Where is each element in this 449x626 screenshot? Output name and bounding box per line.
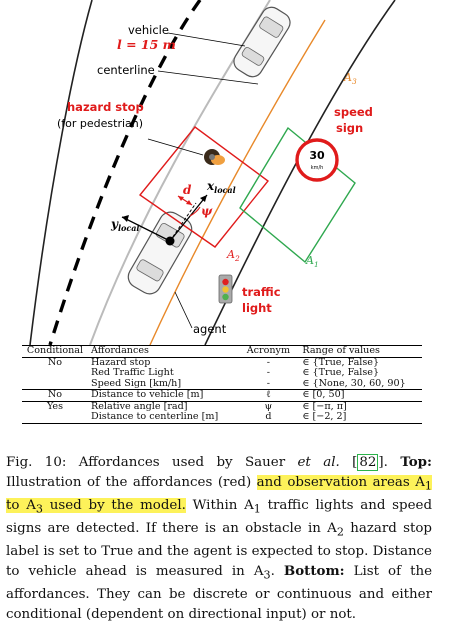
- cell-range: ∈ {True, False}: [302, 367, 380, 378]
- label-speed: speed: [334, 105, 373, 119]
- caption-seg6: List of the affordances. They can be discrete or continuous and either conditional (dependent on directional input) or not.: [6, 563, 432, 622]
- label-a3: $A_3$: [344, 71, 357, 86]
- cell-range: ∈ [0, 50]: [299, 390, 422, 402]
- label-a2: $A_2$: [227, 248, 240, 263]
- caption-prefix: Fig. 10: Affordances used by Sauer: [6, 455, 298, 470]
- cell-conditional: [22, 412, 88, 423]
- label-sign: sign: [336, 121, 364, 135]
- caption-highlight: and observation areas $A_1$ to $A_3$ used by the model.: [6, 474, 433, 516]
- cell-conditional: [22, 379, 88, 390]
- table-row: [22, 412, 422, 423]
- cell-affordance: Relative angle [rad]: [88, 401, 237, 412]
- table-header-row: [22, 346, 422, 358]
- cell-acronym: ψ: [237, 401, 299, 412]
- pedestrian: [204, 149, 225, 165]
- caption-seg1: Illustration of the affordances (red): [6, 474, 257, 490]
- cell-range: ∈ [−π, π]: [299, 401, 422, 412]
- label-d: d: [183, 183, 192, 197]
- table-row: [22, 390, 422, 402]
- label-centerline: centerline: [97, 63, 155, 77]
- affordance-table: [22, 345, 422, 424]
- traffic-light-icon: [219, 275, 232, 303]
- table-row: [22, 379, 422, 390]
- cell-affordance: Hazard stop: [91, 356, 151, 368]
- cell-acronym: d: [237, 412, 299, 423]
- citation-link[interactable]: 82: [359, 455, 377, 470]
- cell-conditional: No: [47, 356, 63, 368]
- cell-acronym: -: [266, 377, 271, 389]
- label-a1: $A_1$: [306, 254, 319, 269]
- cell-affordance: Red Traffic Light: [91, 367, 174, 378]
- caption-seg2: Within A: [185, 497, 254, 513]
- caption-top-label: Top:: [400, 454, 432, 470]
- caption-seg4: hazard stop label is set to True and the agent is expected to stop. Distance to vehicle ahead is measured in A: [6, 521, 432, 579]
- label-hazard-stop-note: (for pedestrian): [57, 117, 144, 130]
- sign-value: 30: [309, 149, 325, 162]
- label-l-eq: l = 15 m: [117, 37, 176, 52]
- label-y-local: $y_{local}$: [111, 217, 140, 233]
- table-row: [22, 401, 422, 412]
- caption-after-cite: .: [383, 455, 401, 470]
- vehicle-ahead: [230, 4, 294, 81]
- cell-range: ∈ {True, False}: [302, 356, 380, 368]
- cell-affordance: Distance to centerline [m]: [88, 412, 237, 423]
- cell-acronym: ℓ: [237, 390, 299, 402]
- label-vehicle: vehicle: [128, 23, 169, 37]
- col-conditional: Conditional: [22, 346, 88, 358]
- caption-bottom-label: Bottom:: [283, 562, 345, 579]
- figure-caption: Fig. 10: Affordances used by Sauer et al. [ 82 ]. Top: Illustration of the affordances (red) and observation areas $A_1$ to $A_3$ used by the model. Within $A_1$ traffic lights and speed signs are detected. If there is an obstacle in $A_2$ hazard stop label is set to True and the agent is expected to stop. Distance to vehicle ahead is measured in $A_3$. Bottom: List of the affordances. They can be discrete or continuous and either conditional (dependent on directional input) or not.: [6, 454, 433, 622]
- road-left-edge: [30, 0, 92, 345]
- cell-affordance: Speed Sign [km/h]: [91, 377, 182, 389]
- label-traffic: traffic: [242, 285, 281, 299]
- sign-unit: km/h: [310, 165, 324, 171]
- label-x-local: $x_{local}$: [207, 179, 236, 195]
- caption-seg3: traffic lights and speed signs are detected. If there is an obstacle in A: [6, 497, 433, 537]
- cell-acronym: -: [266, 356, 271, 368]
- cell-acronym: -: [266, 367, 271, 378]
- caption-etal: et al.: [297, 455, 340, 470]
- table-row: [22, 368, 422, 379]
- label-light: light: [242, 301, 272, 315]
- cell-conditional: [22, 368, 88, 379]
- cell-conditional: No: [22, 390, 88, 402]
- cell-range: ∈ [−2, 2]: [299, 412, 422, 423]
- col-acronym: Acronym: [237, 346, 299, 358]
- cell-range: ∈ {None, 30, 60, 90}: [302, 377, 406, 389]
- label-hazard-stop: hazard stop: [67, 100, 144, 114]
- col-range: Range of values: [299, 346, 422, 358]
- label-agent: agent: [193, 322, 227, 336]
- cell-affordance: Distance to vehicle [m]: [88, 390, 237, 402]
- cell-conditional: Yes: [22, 401, 88, 412]
- label-psi: ψ: [201, 204, 213, 218]
- col-affordances: Affordances: [88, 346, 237, 358]
